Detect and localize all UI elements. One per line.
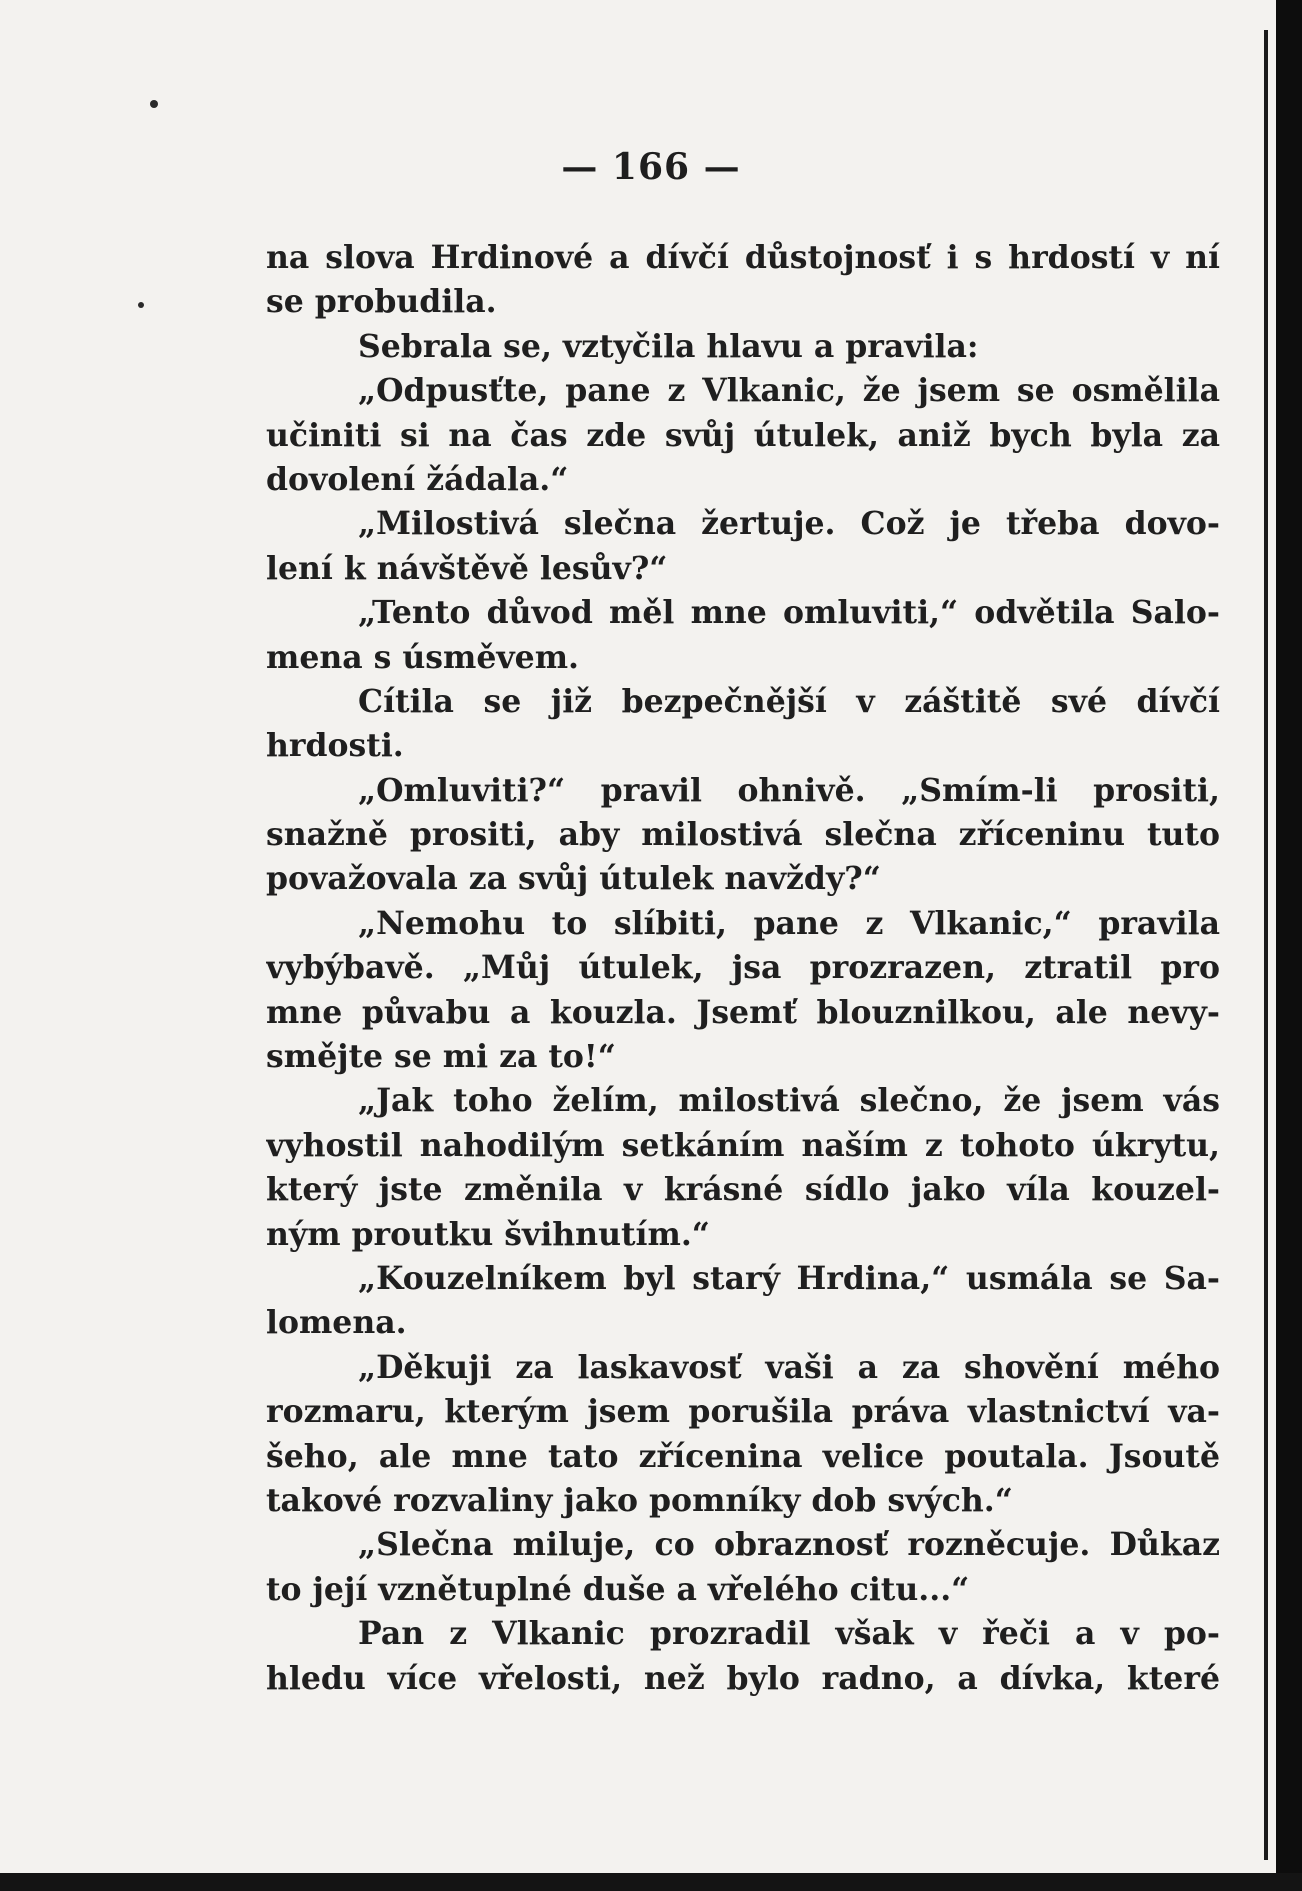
text-line: to její vznětuplné duše a vřelého citu...“ — [266, 1570, 970, 1608]
body-text — [266, 236, 1220, 1701]
text-line: „Slečna miluje, co obraznosť rozněcuje. Důkaz — [358, 1526, 1220, 1564]
text-line: „Jak toho želím, milostivá slečno, že jsem vás — [358, 1082, 1220, 1120]
text-line: takové rozvaliny jako pomníky dob svých.“ — [266, 1481, 1013, 1519]
scan-speck — [150, 100, 158, 108]
text-line: „Milostivá slečna žertuje. Což je třeba dovo- — [358, 505, 1220, 543]
text-line: šeho, ale mne tato zřícenina velice poutala. Jsoutě — [266, 1437, 1220, 1475]
text-line: smějte se mi za to!“ — [266, 1038, 616, 1076]
text-line: hledu více vřelosti, než bylo radno, a dívka, které — [266, 1659, 1220, 1697]
text-line: vyhostil nahodilým setkáním naším z tohoto úkrytu, — [266, 1126, 1220, 1164]
text-line: učiniti si na čas zde svůj útulek, aniž bych byla za — [266, 416, 1220, 454]
text-line: na slova Hrdinové a dívčí důstojnosť i s hrdostí v ní — [266, 239, 1220, 276]
scan-binding-line — [1264, 30, 1268, 1860]
text-line: „Tento důvod měl mne omluviti,“ odvětila Salo- — [358, 594, 1220, 632]
text-line: považovala za svůj útulek navždy?“ — [266, 860, 881, 898]
scan-edge-bottom — [0, 1873, 1302, 1891]
text-line: Pan z Vlkanic prozradil však v řeči a v po- — [358, 1615, 1220, 1653]
text-line: lení k návštěvě lesův?“ — [266, 549, 668, 587]
scan-edge-right — [1276, 0, 1302, 1891]
text-line: snažně prositi, aby milostivá slečna zříceninu tuto — [266, 816, 1220, 854]
text-line: „Nemohu to slíbiti, pane z Vlkanic,“ pravila — [358, 904, 1220, 942]
text-line: rozmaru, kterým jsem porušila práva vlastnictví va- — [266, 1393, 1220, 1431]
text-line: který jste změnila v krásné sídlo jako víla kouzel- — [266, 1171, 1220, 1209]
text-line: hrdosti. — [266, 727, 404, 765]
text-line: Sebrala se, vztyčila hlavu a pravila: — [358, 327, 979, 365]
text-line: se probudila. — [266, 283, 497, 321]
text-line: „Děkuji za laskavosť vaši a za shovění mého — [358, 1348, 1220, 1386]
page-number: — 166 — — [561, 146, 741, 188]
text-line: mne půvabu a kouzla. Jsemť blouznilkou, ale nevy- — [266, 993, 1220, 1031]
text-line: lomena. — [266, 1304, 407, 1342]
text-line: ným proutku švihnutím.“ — [266, 1215, 710, 1253]
text-line: Cítila se již bezpečnější v záštitě své dívčí — [358, 682, 1220, 720]
text-line: „Kouzelníkem byl starý Hrdina,“ usmála se Sa- — [358, 1259, 1220, 1297]
text-line: vybýbavě. „Můj útulek, jsa prozrazen, ztratil pro — [266, 949, 1220, 987]
text-line: „Odpusťte, pane z Vlkanic, že jsem se osmělila — [358, 372, 1220, 410]
scan-speck — [138, 302, 144, 308]
text-line: „Omluviti?“ pravil ohnivě. „Smím-li prositi, — [358, 771, 1220, 809]
text-line: dovolení žádala.“ — [266, 460, 569, 498]
text-line: mena s úsměvem. — [266, 638, 580, 676]
